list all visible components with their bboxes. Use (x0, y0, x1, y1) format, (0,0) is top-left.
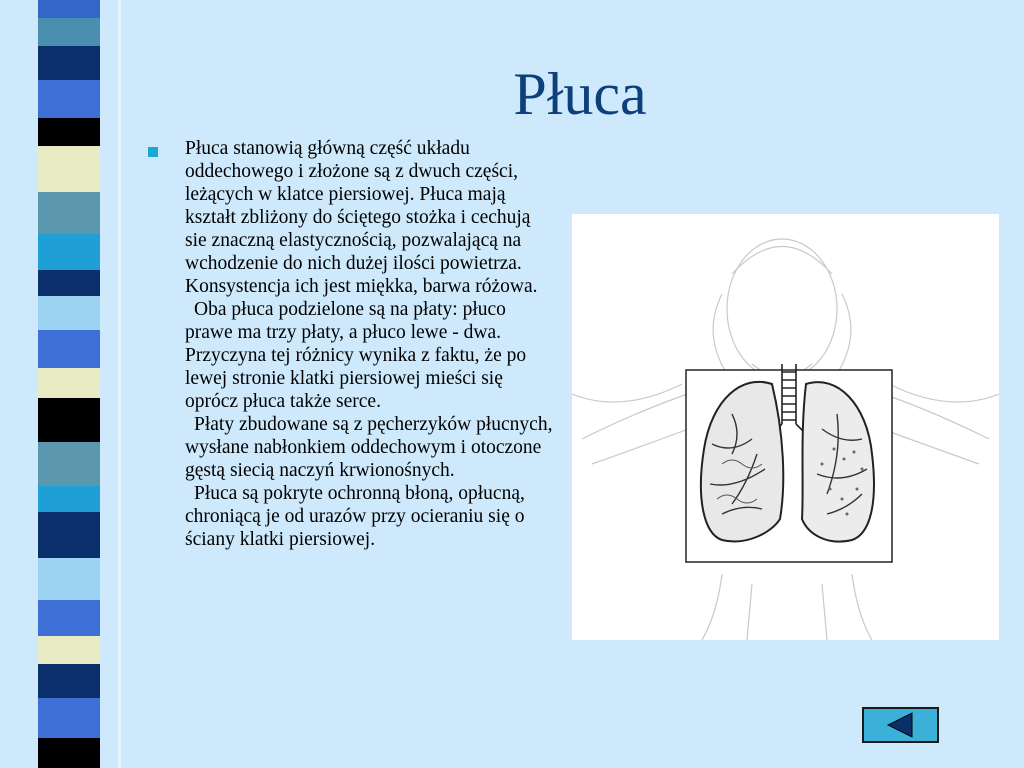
paragraph: Oba płuca podzielone są na płaty: płuco prawe ma trzy płaty, a płuco lewe - dwa. Przyczyna tej różnicy wynika z faktu, że po lewej stronie klatki piersiowej mieści się oprócz płuca także serce. (185, 299, 527, 412)
square-bullet-icon (148, 147, 158, 157)
paragraph: Płuca stanowią główną część układu oddechowego i złożone są z dwuch części, leżących w klatce piersiowej. Płuca mają kształt zbliżony do ściętego stożka i cechują sie znaczną elastycznością, pozwalającą na wchodzenie do nich dużej ilości powietrza. Konsystencja ich jest miękka, barwa różowa. (185, 138, 538, 297)
decorative-stripe-border (0, 0, 118, 768)
back-arrow-icon (864, 709, 937, 741)
stripe-edge (118, 0, 121, 768)
lungs-illustration (572, 214, 999, 640)
paragraph: Płaty zbudowane są z pęcherzyków płucnych, wysłane nabłonkiem oddechowym i otoczone gęstą siecią naczyń krwionośnych. (185, 414, 553, 481)
slide-body-text (185, 137, 555, 551)
slide-title: Płuca (513, 61, 647, 127)
back-button[interactable] (862, 707, 939, 743)
paragraph: Płuca są pokryte ochronną błoną, opłucną, chroniącą je od urazów przy ocieraniu się o ściany klatki piersiowej. (185, 483, 525, 550)
stripe-column (38, 0, 100, 768)
